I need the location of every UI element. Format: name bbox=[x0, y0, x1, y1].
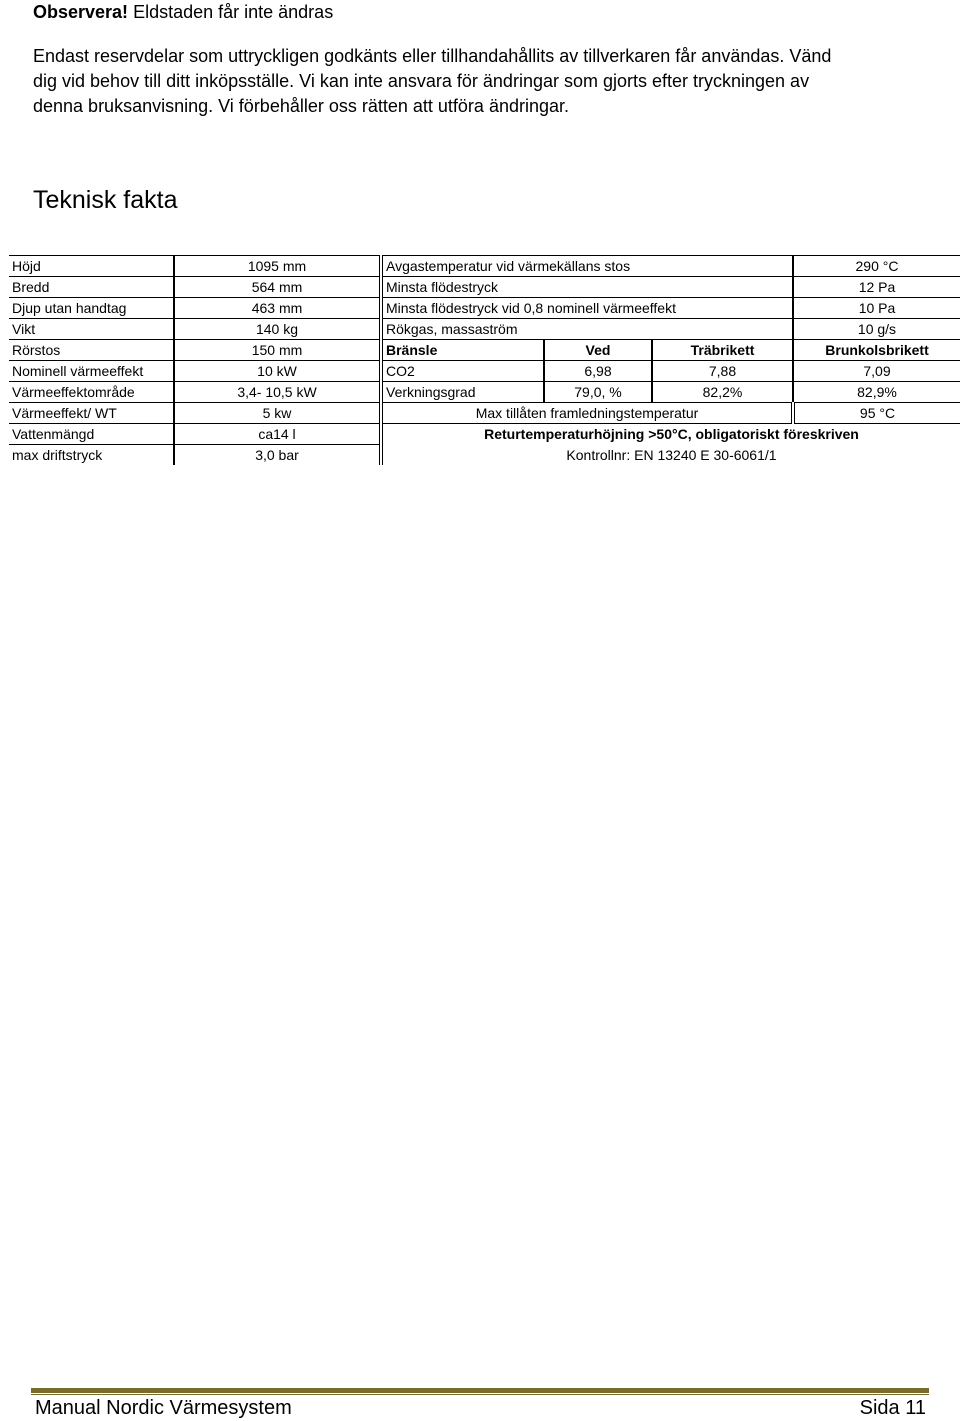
spec-label: Bredd bbox=[9, 277, 174, 298]
table-row bbox=[9, 277, 960, 298]
return-temp-note: Returtemperaturhöjning >50°C, obligatoriskt föreskriven bbox=[381, 424, 960, 445]
spec-label: Nominell värmeeffekt bbox=[9, 361, 174, 382]
footer-title: Manual Nordic Värmesystem bbox=[35, 1397, 292, 1419]
spec-value: 140 kg bbox=[174, 319, 381, 340]
fuel-header-label: Bränsle bbox=[381, 340, 544, 361]
table-row bbox=[9, 424, 960, 445]
footer-rule bbox=[31, 1388, 929, 1393]
efficiency-label: Verkningsgrad bbox=[381, 382, 544, 403]
max-flow-temp-label: Max tillåten framledningstemperatur bbox=[381, 403, 793, 424]
co2-label: CO2 bbox=[381, 361, 544, 382]
intro-line-3: denna bruksanvisning. Vi förbehåller oss rätten att utföra ändringar. bbox=[33, 96, 570, 116]
fuel-header-lignite-briquette: Brunkolsbrikett bbox=[793, 340, 960, 361]
co2-wood: 6,98 bbox=[544, 361, 652, 382]
spec-value: 10 Pa bbox=[793, 298, 960, 319]
notice-bold: Observera! bbox=[33, 2, 129, 22]
spec-value: 150 mm bbox=[174, 340, 381, 361]
efficiency-lignite-briquette: 82,9% bbox=[793, 382, 960, 403]
spec-value: 3,0 bar bbox=[174, 445, 381, 466]
spec-label: Djup utan handtag bbox=[9, 298, 174, 319]
technical-data-table bbox=[9, 255, 960, 465]
spec-label: Rörstos bbox=[9, 340, 174, 361]
table-row bbox=[9, 298, 960, 319]
notice bbox=[33, 2, 333, 23]
spec-label: Vikt bbox=[9, 319, 174, 340]
efficiency-wood: 79,0, % bbox=[544, 382, 652, 403]
spec-label: Höjd bbox=[9, 256, 174, 277]
spec-value: ca14 l bbox=[174, 424, 381, 445]
footer-rule-thin bbox=[31, 1394, 929, 1395]
co2-wood-briquette: 7,88 bbox=[652, 361, 793, 382]
spec-label: max driftstryck bbox=[9, 445, 174, 466]
intro-line-2: dig vid behov till ditt inköpsställe. Vi kan inte ansvara för ändringar som gjorts efter tryckningen av bbox=[33, 71, 810, 91]
section-heading: Teknisk fakta bbox=[33, 186, 178, 214]
spec-value: 10 kW bbox=[174, 361, 381, 382]
intro-paragraph bbox=[33, 44, 933, 119]
spec-value: 564 mm bbox=[174, 277, 381, 298]
table-row bbox=[9, 382, 960, 403]
spec-label: Värmeeffekt/ WT bbox=[9, 403, 174, 424]
control-number: Kontrollnr: EN 13240 E 30-6061/1 bbox=[566, 446, 777, 463]
spec-value: 290 °C bbox=[793, 256, 960, 277]
efficiency-wood-briquette: 82,2% bbox=[652, 382, 793, 403]
table-row bbox=[9, 319, 960, 340]
table-row bbox=[9, 445, 960, 466]
spec-value: 5 kw bbox=[174, 403, 381, 424]
spec-label: Värmeeffektområde bbox=[9, 382, 174, 403]
table-row bbox=[9, 361, 960, 382]
spec-label: Minsta flödestryck vid 0,8 nominell värmeeffekt bbox=[381, 298, 793, 319]
spec-value: 463 mm bbox=[174, 298, 381, 319]
spec-label: Vattenmängd bbox=[9, 424, 174, 445]
fuel-header-wood-briquette: Träbrikett bbox=[652, 340, 793, 361]
notice-text: Eldstaden får inte ändras bbox=[128, 2, 334, 22]
spec-label: Minsta flödestryck bbox=[381, 277, 793, 298]
fuel-header-wood: Ved bbox=[544, 340, 652, 361]
table-row bbox=[9, 340, 960, 361]
table-row bbox=[9, 256, 960, 277]
co2-lignite-briquette: 7,09 bbox=[793, 361, 960, 382]
spec-value: 3,4- 10,5 kW bbox=[174, 382, 381, 403]
spec-label: Rökgas, massaström bbox=[381, 319, 793, 340]
spec-value: 1095 mm bbox=[174, 256, 381, 277]
spec-label: Avgastemperatur vid värmekällans stos bbox=[381, 256, 793, 277]
spec-value: 12 Pa bbox=[793, 277, 960, 298]
spec-value: 10 g/s bbox=[793, 319, 960, 340]
intro-line-1: Endast reservdelar som uttryckligen godkänts eller tillhandahållits av tillverkaren får användas. Vänd bbox=[33, 46, 832, 66]
max-flow-temp-value: 95 °C bbox=[793, 403, 960, 424]
page-number: Sida 11 bbox=[859, 1397, 926, 1419]
table-row bbox=[9, 403, 960, 424]
